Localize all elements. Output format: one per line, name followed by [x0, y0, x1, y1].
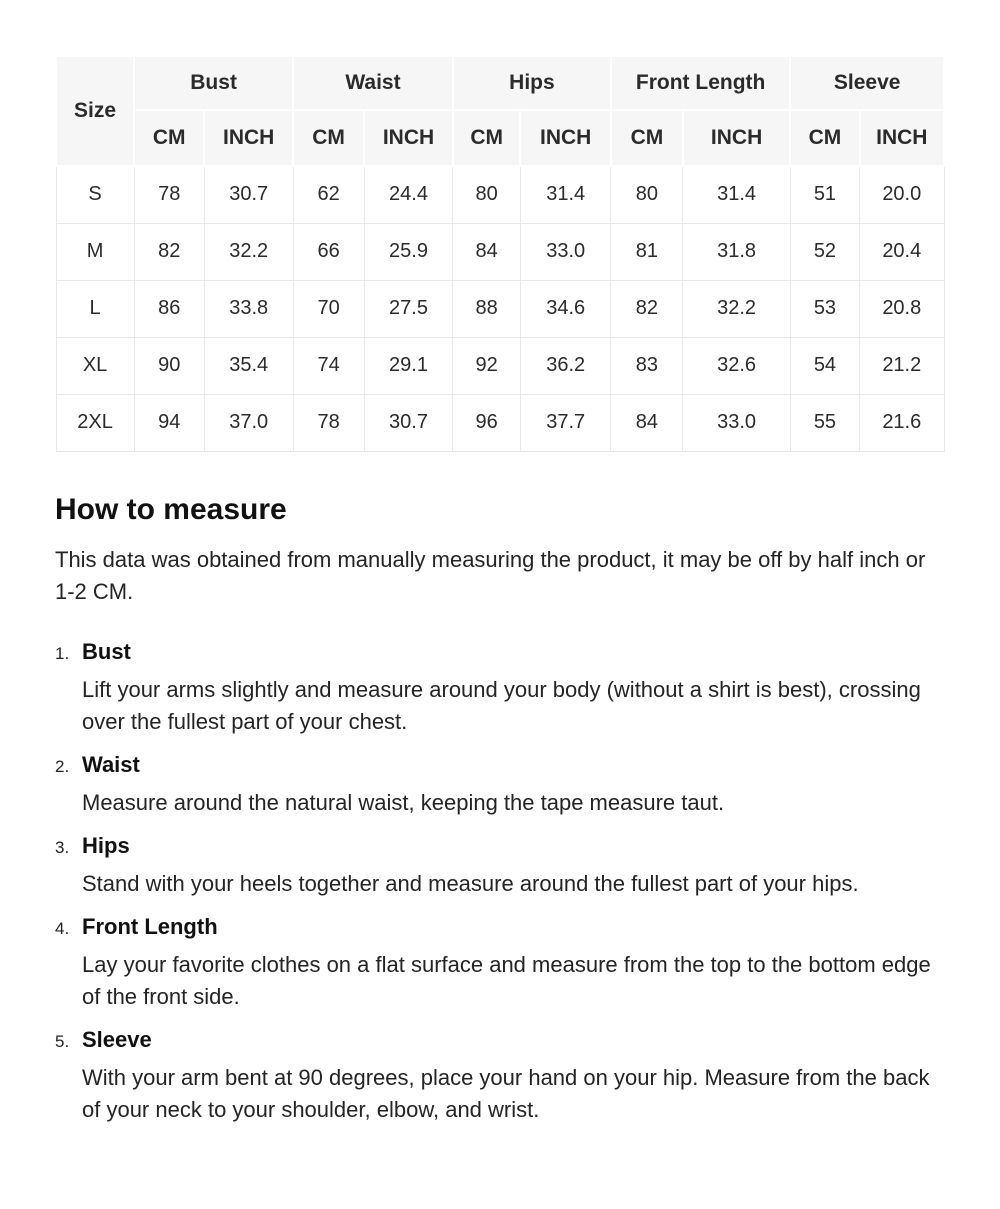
unit-header-bust-inch: INCH — [204, 110, 293, 166]
item-number: 1. — [55, 643, 70, 663]
unit-header-sleeve-inch: INCH — [860, 110, 944, 166]
measurement-cell: 30.7 — [204, 166, 293, 223]
measurement-cell: 81 — [611, 223, 683, 280]
measurement-cell: 33.8 — [204, 280, 293, 337]
measurement-cell: 83 — [611, 337, 683, 394]
measurement-cell: 53 — [790, 280, 859, 337]
measurement-cell: 54 — [790, 337, 859, 394]
measurement-cell: 82 — [611, 280, 683, 337]
measurement-cell: 24.4 — [364, 166, 453, 223]
item-description: Lay your favorite clothes on a flat surface and measure from the top to the bottom edge of the front side. — [82, 951, 931, 1009]
measurement-cell: 21.6 — [860, 394, 944, 451]
measurement-cell: 86 — [134, 280, 204, 337]
unit-header-hips-cm: CM — [453, 110, 520, 166]
list-item-sleeve — [55, 1026, 945, 1126]
measurement-cell: 78 — [134, 166, 204, 223]
list-item-waist — [55, 751, 945, 819]
measurement-cell: 33.0 — [683, 394, 790, 451]
table-row-2xl — [56, 394, 944, 451]
measurement-cell: 30.7 — [364, 394, 453, 451]
measure-intro-text: This data was obtained from manually measuring the product, it may be off by half inch or 1-2 CM. — [55, 546, 926, 604]
measurement-cell: 52 — [790, 223, 859, 280]
measurement-cell: 88 — [453, 280, 520, 337]
measurement-cell: 33.0 — [520, 223, 611, 280]
unit-header-front-length-inch: INCH — [683, 110, 790, 166]
table-row-s — [56, 166, 944, 223]
unit-header-bust-cm: CM — [134, 110, 204, 166]
column-group-front-length: Front Length — [611, 56, 790, 110]
column-group-waist: Waist — [293, 56, 453, 110]
measurement-cell: 84 — [611, 394, 683, 451]
unit-header-waist-cm: CM — [293, 110, 364, 166]
size-cell: 2XL — [56, 394, 134, 451]
measurement-cell: 51 — [790, 166, 859, 223]
measurement-cell: 80 — [453, 166, 520, 223]
item-description: Stand with your heels together and measure around the fullest part of your hips. — [82, 870, 859, 896]
measurement-cell: 55 — [790, 394, 859, 451]
item-title: Front Length — [82, 913, 218, 939]
measurement-cell: 37.7 — [520, 394, 611, 451]
table-row-m — [56, 223, 944, 280]
how-to-measure-heading: How to measure — [55, 492, 287, 526]
item-description: Lift your arms slightly and measure around your body (without a shirt is best), crossing over the fullest part of your chest. — [82, 676, 921, 734]
measurement-cell: 20.0 — [860, 166, 944, 223]
measurement-cell: 37.0 — [204, 394, 293, 451]
measurement-cell: 31.8 — [683, 223, 790, 280]
size-cell: S — [56, 166, 134, 223]
measurement-cell: 31.4 — [683, 166, 790, 223]
measurement-cell: 32.2 — [204, 223, 293, 280]
measurement-cell: 96 — [453, 394, 520, 451]
measurement-cell: 21.2 — [860, 337, 944, 394]
size-cell: M — [56, 223, 134, 280]
measurement-cell: 34.6 — [520, 280, 611, 337]
table-row-xl — [56, 337, 944, 394]
measurement-cell: 31.4 — [520, 166, 611, 223]
measurement-cell: 20.4 — [860, 223, 944, 280]
size-chart-table — [55, 55, 945, 452]
item-title: Waist — [82, 751, 140, 777]
list-item-bust — [55, 638, 945, 738]
table-row-l — [56, 280, 944, 337]
item-title: Bust — [82, 638, 131, 664]
item-title: Hips — [82, 832, 130, 858]
measurement-cell: 32.6 — [683, 337, 790, 394]
item-number: 3. — [55, 837, 70, 857]
item-number: 2. — [55, 756, 70, 776]
item-number: 4. — [55, 918, 70, 938]
measurement-cell: 20.8 — [860, 280, 944, 337]
list-item-hips — [55, 832, 945, 900]
column-group-bust: Bust — [134, 56, 293, 110]
item-description: Measure around the natural waist, keeping the tape measure taut. — [82, 789, 725, 815]
column-header-size: Size — [56, 56, 134, 166]
measurement-cell: 82 — [134, 223, 204, 280]
size-cell: XL — [56, 337, 134, 394]
measurement-cell: 78 — [293, 394, 364, 451]
column-group-hips: Hips — [453, 56, 611, 110]
measurement-cell: 36.2 — [520, 337, 611, 394]
measurement-cell: 32.2 — [683, 280, 790, 337]
item-description: With your arm bent at 90 degrees, place your hand on your hip. Measure from the back of your neck to your shoulder, elbow, and wrist. — [82, 1064, 930, 1122]
measurement-cell: 27.5 — [364, 280, 453, 337]
unit-header-front-length-cm: CM — [611, 110, 683, 166]
measurement-cell: 80 — [611, 166, 683, 223]
item-number: 5. — [55, 1031, 70, 1051]
measurement-cell: 29.1 — [364, 337, 453, 394]
measurement-cell: 74 — [293, 337, 364, 394]
measure-instructions-list — [55, 638, 945, 1126]
item-title: Sleeve — [82, 1026, 152, 1052]
measurement-cell: 90 — [134, 337, 204, 394]
list-item-front-length — [55, 913, 945, 1013]
measurement-cell: 66 — [293, 223, 364, 280]
measurement-cell: 25.9 — [364, 223, 453, 280]
measurement-cell: 92 — [453, 337, 520, 394]
unit-header-sleeve-cm: CM — [790, 110, 859, 166]
measurement-cell: 62 — [293, 166, 364, 223]
measurement-cell: 84 — [453, 223, 520, 280]
unit-header-hips-inch: INCH — [520, 110, 611, 166]
size-cell: L — [56, 280, 134, 337]
column-group-sleeve: Sleeve — [790, 56, 944, 110]
measurement-cell: 35.4 — [204, 337, 293, 394]
unit-header-waist-inch: INCH — [364, 110, 453, 166]
measurement-cell: 94 — [134, 394, 204, 451]
measurement-cell: 70 — [293, 280, 364, 337]
